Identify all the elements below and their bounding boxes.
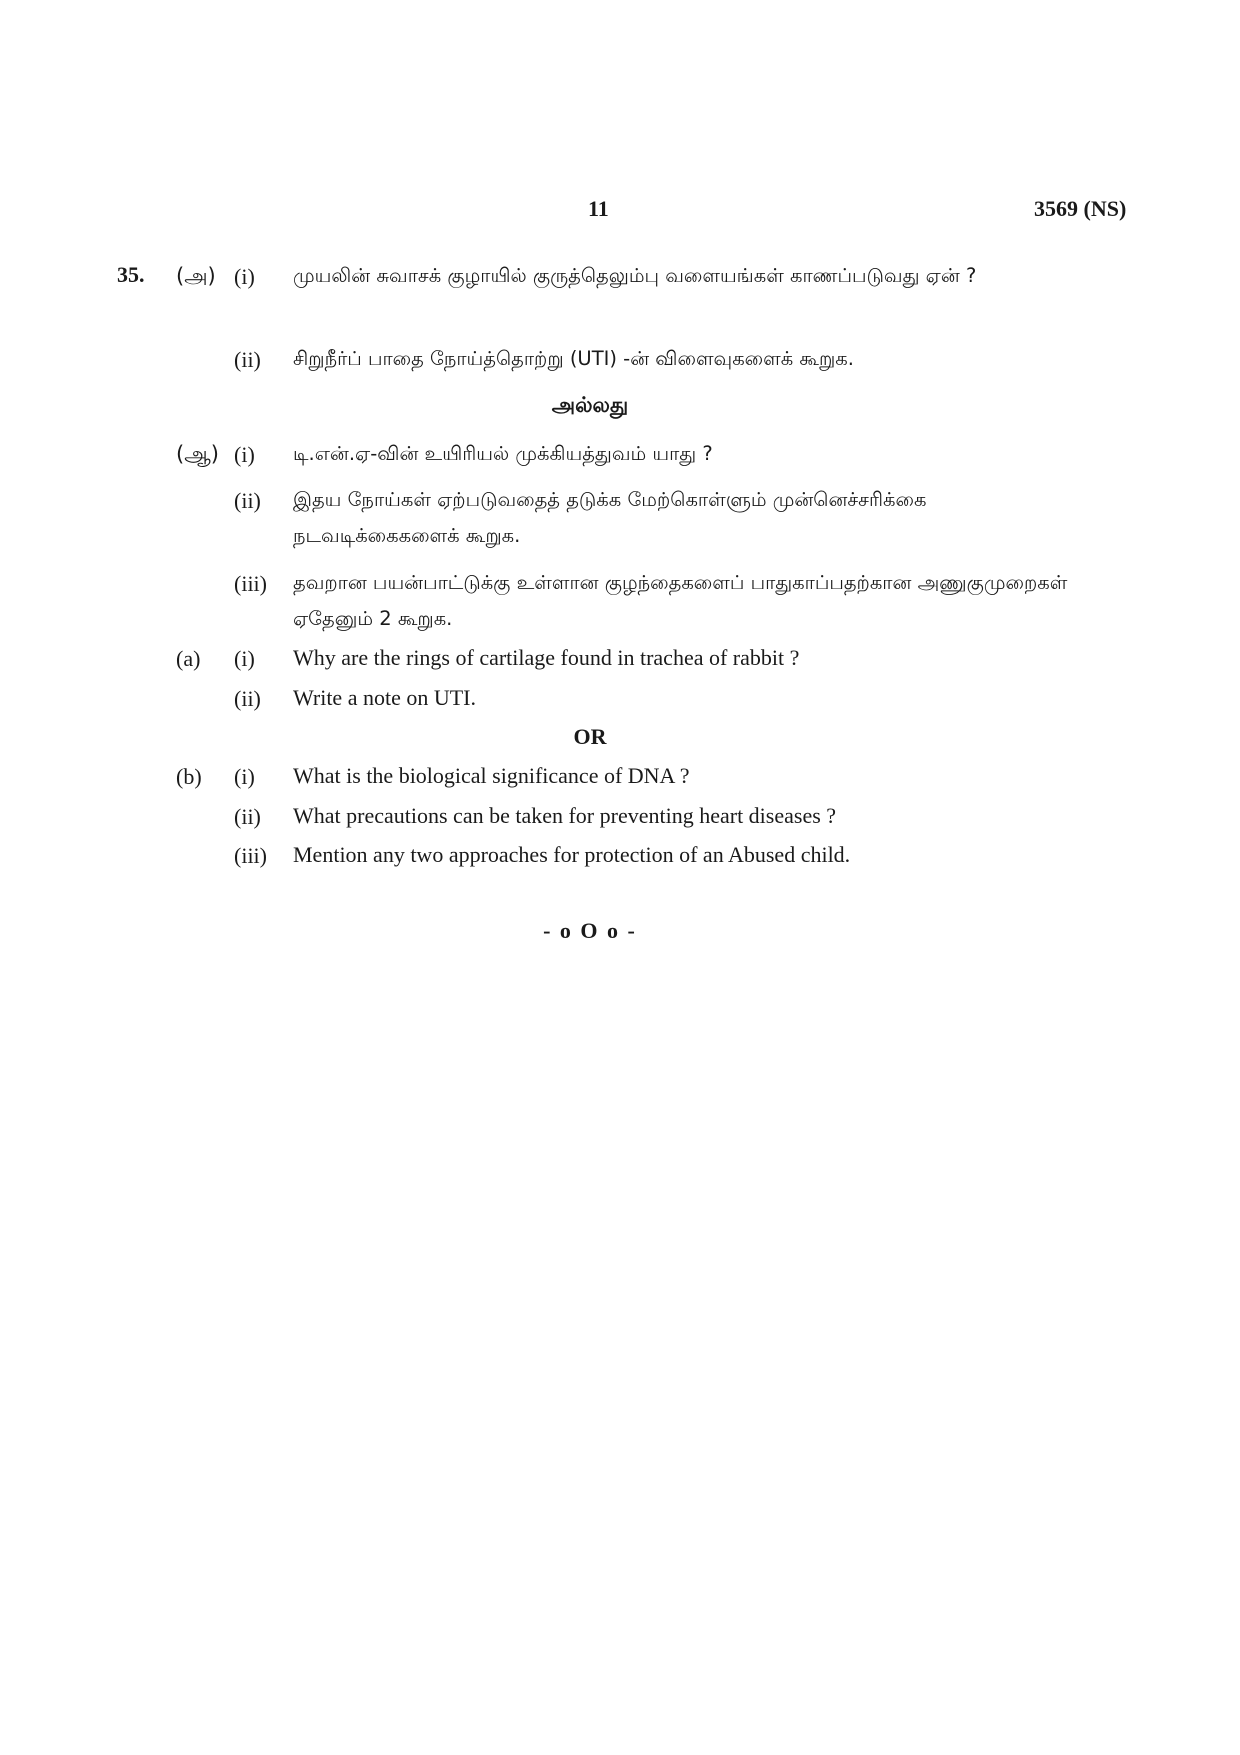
- english-option-b-part-1-num: (i): [234, 764, 255, 789]
- english-option-a-label: (a): [176, 646, 201, 671]
- english-option-a-part-1-text: Why are the rings of cartilage found in trachea of rabbit ?: [293, 645, 800, 670]
- english-option-b-part-3-text: Mention any two approaches for protection of an Abused child.: [293, 842, 851, 867]
- tamil-option-a-part-2-text: சிறுநீர்ப் பாதை நோய்த்தொற்று (UTI) -ன் விளைவுகளைக் கூறுக.: [293, 347, 854, 370]
- english-option-b-part-3-num: (iii): [234, 843, 267, 868]
- tamil-option-b-part-3-text: தவறான பயன்பாட்டுக்கு உள்ளான குழந்தைகளைப் பாதுகாப்பதற்கான அணுகுமுறைகள் ஏதேனும் 2 கூறுக.: [293, 571, 1068, 630]
- english-option-b-part-1-text: What is the biological significance of DNA ?: [293, 763, 690, 788]
- tamil-option-a-part-1-num: (i): [234, 264, 255, 289]
- english-option-a-part-2-num: (ii): [234, 686, 261, 711]
- english-option-a-part-1-num: (i): [234, 646, 255, 671]
- tamil-option-a-part-1-text: முயலின் சுவாசக் குழாயில் குருத்தெலும்பு வளையங்கள் காணப்படுவது ஏன் ?: [293, 264, 977, 287]
- tamil-option-b-part-1-text: டி.என்.ஏ-வின் உயிரியல் முக்கியத்துவம் யாது ?: [293, 442, 713, 465]
- end-of-paper-mark: - o O o -: [543, 918, 637, 943]
- tamil-option-b-part-2-text: இதய நோய்கள் ஏற்படுவதைத் தடுக்க மேற்கொள்ளும் முன்னெச்சரிக்கை நடவடிக்கைகளைக் கூறுக.: [293, 488, 927, 547]
- tamil-option-b-part-1-num: (i): [234, 442, 255, 467]
- english-option-b-part-2-text: What precautions can be taken for preventing heart diseases ?: [293, 803, 837, 828]
- paper-code: 3569 (NS): [1034, 196, 1127, 221]
- question-number: 35.: [117, 262, 145, 287]
- tamil-option-b-label: (ஆ): [176, 442, 219, 466]
- english-or-heading: OR: [573, 724, 607, 749]
- tamil-option-a-label: (அ): [176, 264, 216, 288]
- tamil-option-a-part-2-num: (ii): [234, 347, 261, 372]
- page-number: 11: [588, 196, 609, 221]
- english-option-b-part-2-num: (ii): [234, 804, 261, 829]
- tamil-option-b-part-2-num: (ii): [234, 488, 261, 513]
- tamil-option-b-part-3-num: (iii): [234, 571, 267, 596]
- english-option-b-label: (b): [176, 764, 202, 789]
- english-option-a-part-2-text: Write a note on UTI.: [293, 685, 476, 710]
- tamil-or-heading: அல்லது: [551, 393, 629, 417]
